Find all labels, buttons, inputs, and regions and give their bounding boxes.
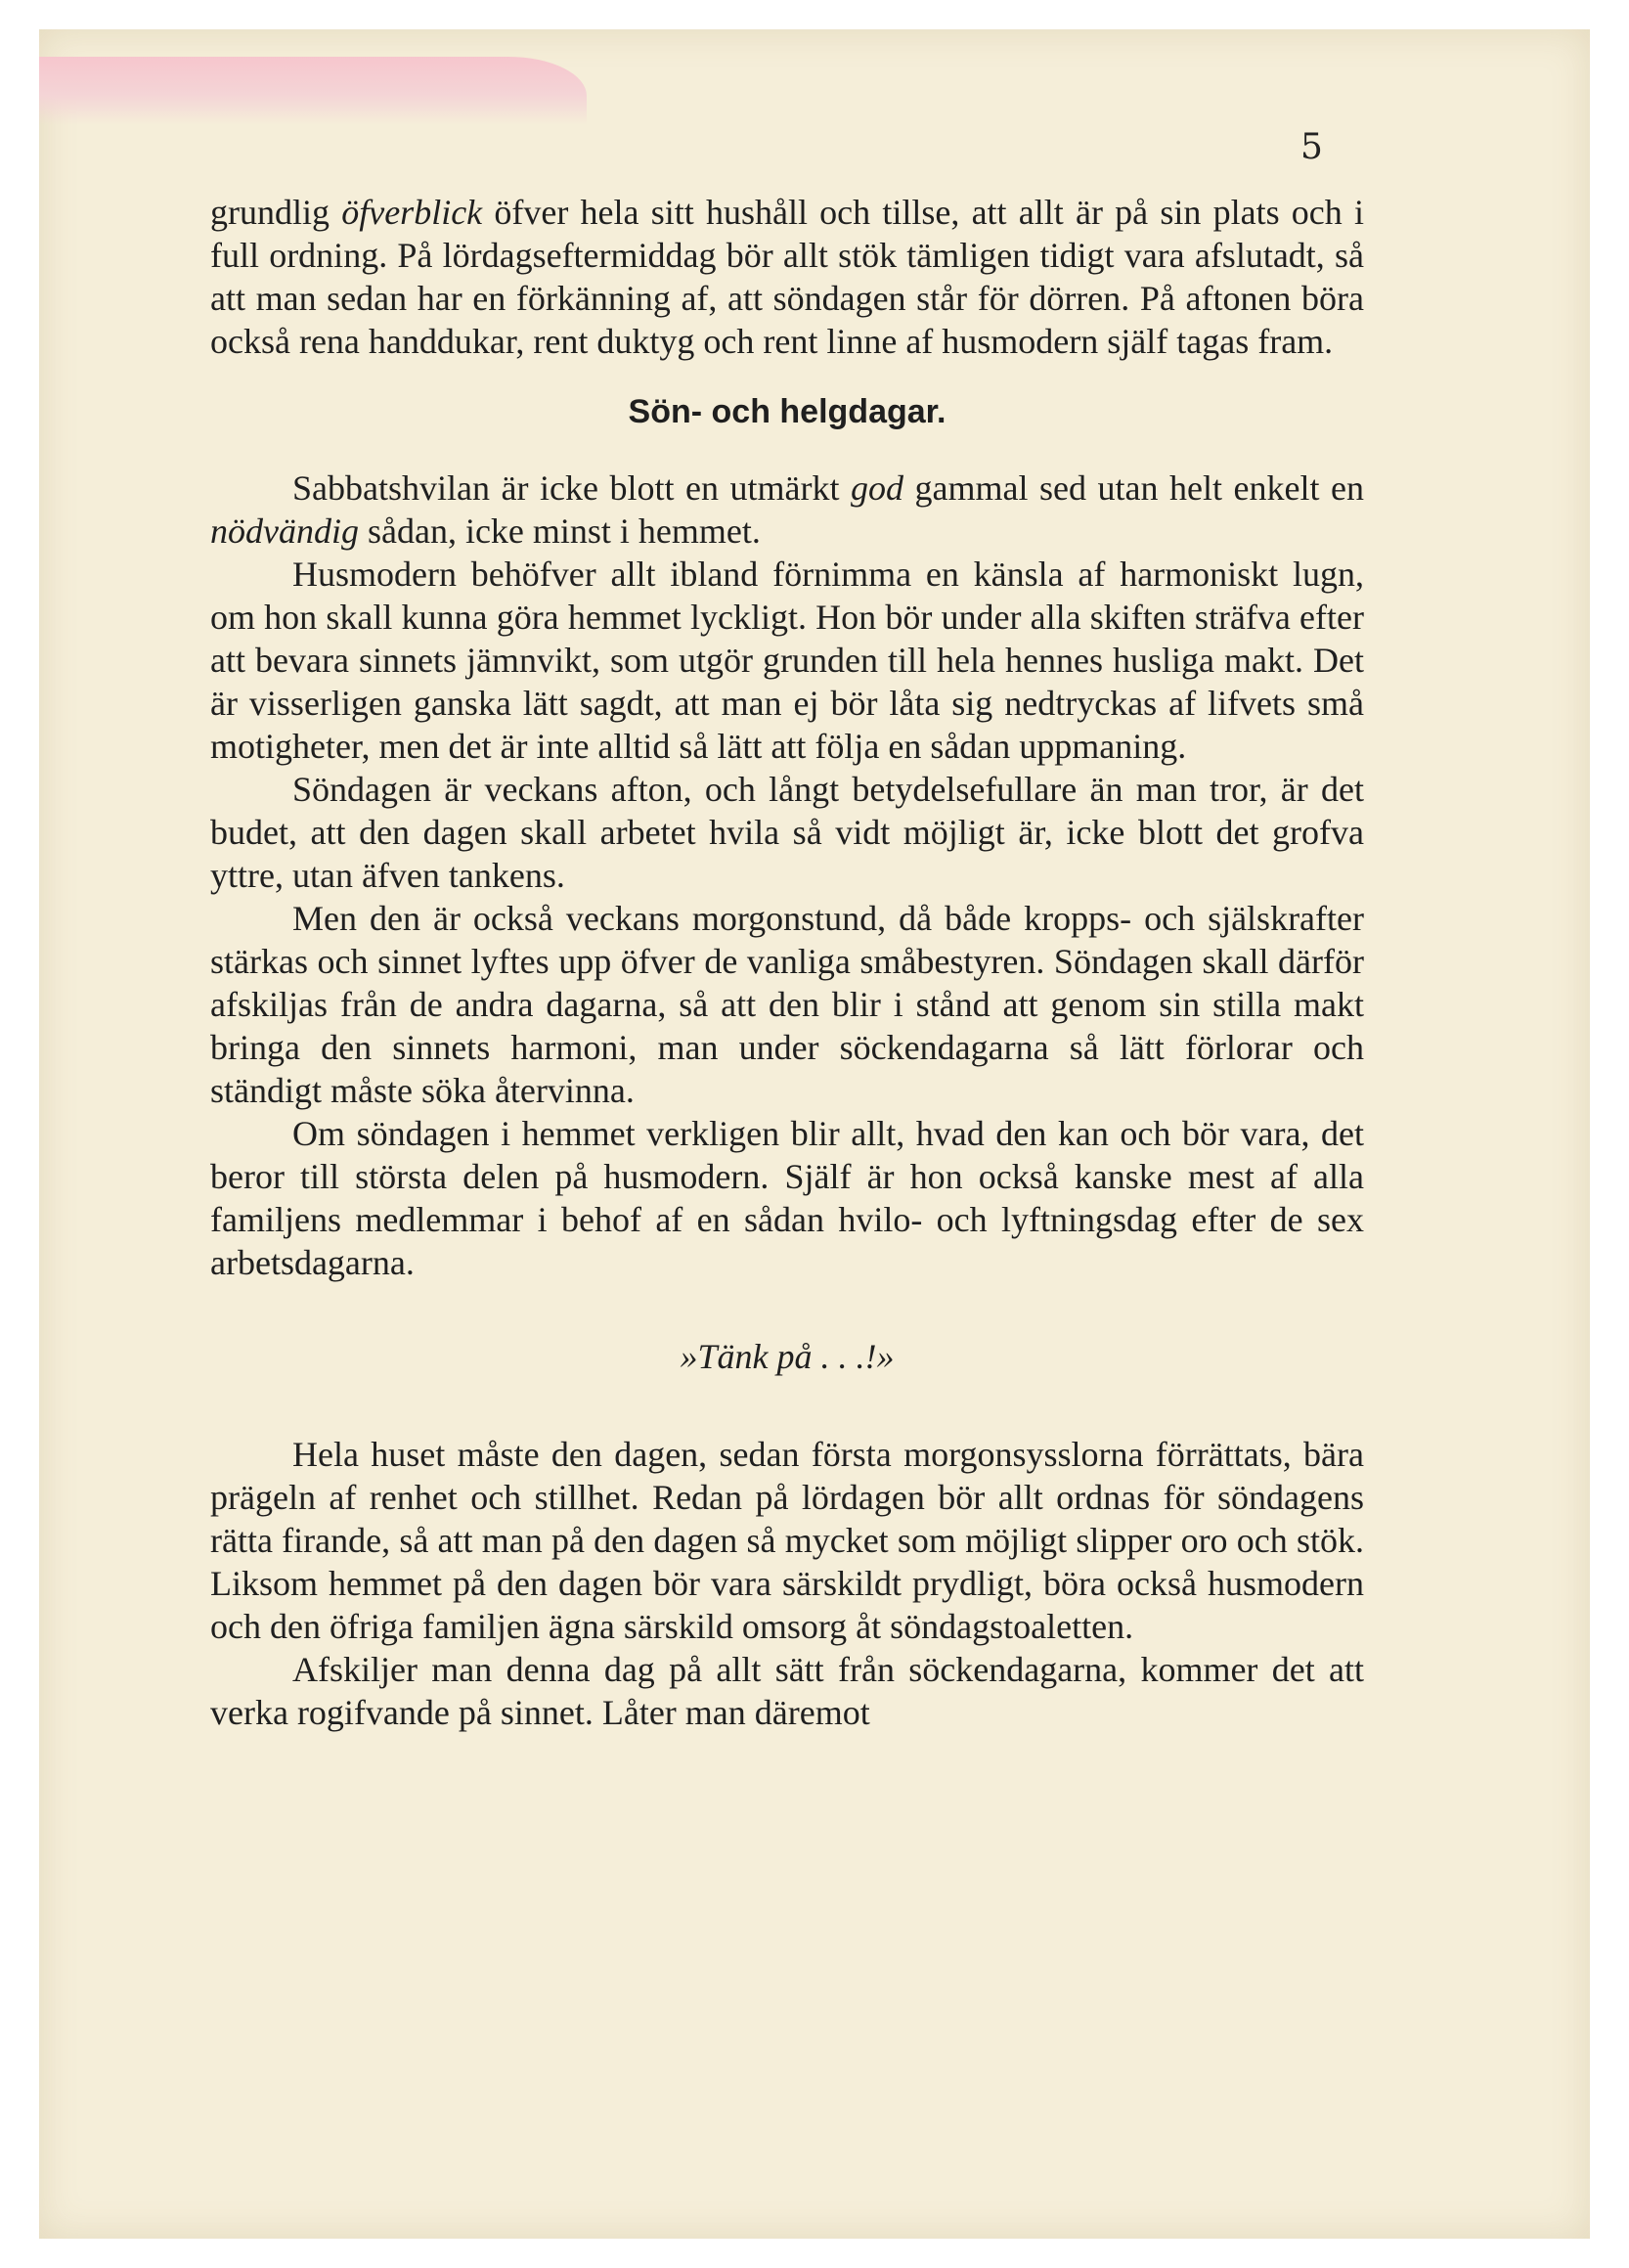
emphasis-overview: öfverblick — [341, 193, 483, 232]
paragraph-3: Husmodern behöfver allt ibland förnimma en känsla af harmoniskt lugn, om hon skall kunna göra hemmet lyckligt. Hon bör under alla skiften sträfva efter att bevara sinnets jämnvikt, som utgör grunden till hela hennes husliga makt. Det är visserligen ganska lätt sagdt, att man ej bör låta sig nedtryckas af lifvets små motigheter, men det är inte alltid så lätt att följa en sådan uppmaning. — [210, 555, 1364, 766]
torn-pink-edge — [39, 57, 587, 125]
quote-line: »Tänk på . . .!» — [680, 1337, 895, 1376]
paragraph-6: Om söndagen i hemmet verkligen blir allt, hvad den kan och bör vara, det beror till största delen på husmodern. Själf är hon också kanske mest af alla familjens medlemmar i behof af en sådan hvilo- och lyftningsdag efter de sex arbetsdagarna. — [210, 1114, 1364, 1282]
emphasis-good: god — [851, 468, 903, 508]
body-text — [210, 191, 1364, 1734]
paragraph-7: Hela huset måste den dagen, sedan första morgonsysslorna förrättats, bära prägeln af renhet och stillhet. Redan på lördagen bör allt ordnas för söndagens rätta firande, så att man på den dagen så mycket som möjligt slipper oro och stök. Liksom hemmet på den dagen bör vara särskildt prydligt, böra också husmodern och den öfriga familjen ägna särskild omsorg åt söndagstoaletten. — [210, 1435, 1364, 1646]
paragraph-8: Afskiljer man denna dag på allt sätt från söckendagarna, kommer det att verka rogifvande på sinnet. Låter man däremot — [210, 1650, 1364, 1732]
section-heading: Sön- och helgdagar. — [628, 393, 947, 430]
paragraph-5: Men den är också veckans morgonstund, då både kropps- och själskrafter stärkas och sinnet lyftes upp öfver de vanliga småbestyren. Söndagen skall därför afskiljas från de andra dagarna, så att den blir i stånd att genom sin stilla makt bringa den sinnets harmoni, man under söckendagarna så lätt förlorar och ständigt måste söka återvinna. — [210, 899, 1364, 1110]
emphasis-necessary: nödvändig — [210, 511, 359, 551]
paragraph-1: grundlig öfverblick öfver hela sitt hushåll och tillse, att allt är på sin plats och i full ordning. På lördagseftermiddag bör allt stök tämligen tidigt vara afslutadt, så att man sedan har en förkänning af, att söndagen står för dörren. På aftonen böra också rena handdukar, rent duktyg och rent linne af husmodern själf tagas fram. — [210, 193, 1364, 361]
page-number: 5 — [1300, 127, 1323, 167]
paragraph-2: Sabbatshvilan är icke blott en utmärkt god gammal sed utan helt enkelt en nödvändig sådan, icke minst i hemmet. — [210, 468, 1364, 551]
paragraph-4: Söndagen är veckans afton, och långt betydelsefullare än man tror, är det budet, att den dagen skall arbetet hvila så vidt möjligt är, icke blott det grofva yttre, utan äfven tankens. — [210, 770, 1364, 895]
